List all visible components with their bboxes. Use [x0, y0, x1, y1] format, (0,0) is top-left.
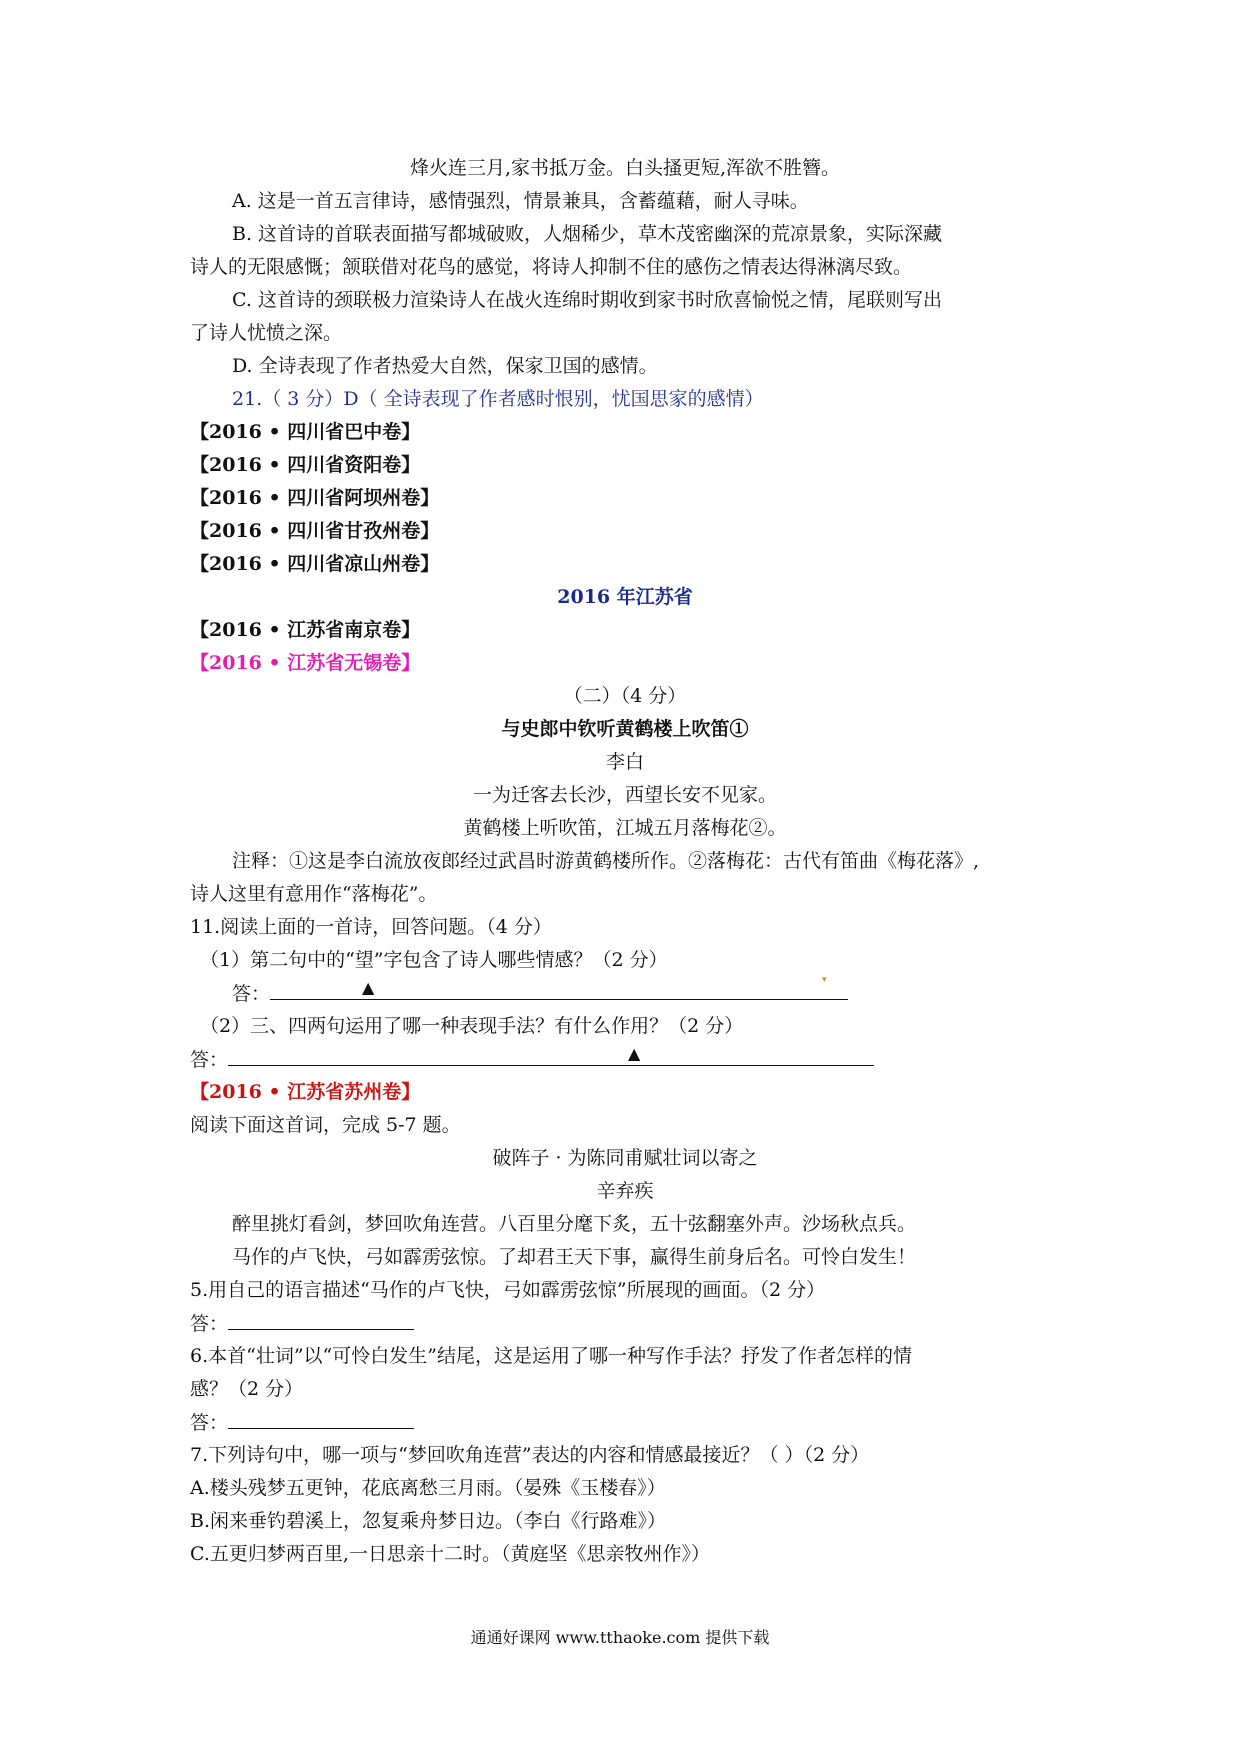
option-a: A. 这是一首五言律诗，感情强烈，情景兼具，含蓄蕴藉，耐人寻味。	[232, 190, 809, 212]
source-nanjing: 【2016 • 江苏省南京卷】	[190, 619, 421, 641]
source-ganzi: 【2016 • 四川省甘孜州卷】	[190, 520, 440, 542]
answer-blank-11-2[interactable]	[228, 1043, 874, 1066]
answer-label: 答：	[190, 1313, 229, 1335]
reading-instruction: 阅读下面这首词，完成 5-7 题。	[190, 1114, 461, 1136]
poem2-title: 与史郎中钦听黄鹤楼上吹笛①	[501, 718, 749, 740]
option-d: D. 全诗表现了作者热爱大自然，保家卫国的感情。	[232, 355, 658, 377]
answer-row-11-1	[190, 977, 1060, 1010]
question-7-option-b: B.闲来垂钓碧溪上，忽复乘舟梦日边。（李白《行路难》）	[190, 1510, 667, 1532]
answer-row-6	[190, 1406, 1060, 1439]
question-6-line2: 感？（2 分）	[190, 1378, 304, 1400]
poem3-line2: 马作的卢飞快，弓如霹雳弦惊。了却君王天下事，赢得生前身后名。可怜白发生！	[232, 1246, 917, 1268]
source-wuxi: 【2016 • 江苏省无锡卷】	[190, 652, 421, 674]
answer-label: 答：	[190, 1049, 229, 1071]
answer-blank-11-1[interactable]	[270, 977, 848, 1000]
answer-blank-5[interactable]	[228, 1307, 414, 1330]
poem2-line2: 黄鹤楼上听吹笛，江城五月落梅花②。	[463, 817, 787, 839]
triangle-marker: ▲	[362, 978, 375, 997]
section-heading-jiangsu: 2016 年江苏省	[557, 586, 693, 608]
document-body	[190, 152, 1060, 1571]
poem-line: 烽火连三月,家书抵万金。白头搔更短,浑欲不胜簪。	[409, 157, 841, 179]
source-bazhong: 【2016 • 四川省巴中卷】	[190, 421, 421, 443]
answer-label: 答：	[190, 1412, 229, 1434]
option-c-line2: 了诗人忧愤之深。	[190, 322, 343, 344]
triangle-marker: ▲	[628, 1044, 641, 1063]
answer-21: 21.（ 3 分）D（ 全诗表现了作者感时恨别，忧国思家的感情）	[232, 388, 764, 410]
question-7: 7.下列诗句中，哪一项与“梦回吹角连营”表达的内容和情感最接近？（ ）（2 分）	[190, 1444, 870, 1466]
question-6-line1: 6.本首“壮词”以“可怜白发生”结尾，这是运用了哪一种写作手法？抒发了作者怎样的情	[190, 1345, 912, 1367]
source-aba: 【2016 • 四川省阿坝州卷】	[190, 487, 440, 509]
question-7-option-c: C.五更归梦两百里,一日思亲十二时。（黄庭坚《思亲牧州作》）	[190, 1543, 710, 1565]
answer-blank-6[interactable]	[228, 1406, 414, 1429]
option-b-line2: 诗人的无限感慨；颔联借对花鸟的感觉，将诗人抑制不住的感伤之情表达得淋漓尽致。	[190, 256, 913, 278]
poem2-note-line1: 注释：①这是李白流放夜郎经过武昌时游黄鹤楼所作。②落梅花：古代有笛曲《梅花落》,	[232, 850, 980, 872]
question-7-option-a: A.楼头残梦五更钟，花底离愁三月雨。（晏殊《玉楼春》）	[190, 1477, 666, 1499]
part-two-label: （二）（4 分）	[563, 685, 687, 707]
option-b-line1: B. 这首诗的首联表面描写都城破败，人烟稀少，草木茂密幽深的荒凉景象，实际深藏	[232, 223, 943, 245]
poem2-author: 李白	[605, 751, 644, 773]
source-suzhou: 【2016 • 江苏省苏州卷】	[190, 1081, 421, 1103]
poem3-author: 辛弃疾	[596, 1180, 654, 1202]
poem2-note-line2: 诗人这里有意用作“落梅花”。	[190, 883, 438, 905]
answer-row-11-2	[190, 1043, 1060, 1076]
page-footer: 通通好课网 www.tthaoke.com 提供下载	[470, 1628, 770, 1647]
question-11-1: （1）第二句中的“望”字包含了诗人哪些情感？（2 分）	[200, 949, 668, 971]
question-5: 5.用自己的语言描述“马作的卢飞快，弓如霹雳弦惊”所展现的画面。（2 分）	[190, 1279, 826, 1301]
option-c-line1: C. 这首诗的颈联极力渲染诗人在战火连绵时期收到家书时欣喜愉悦之情，尾联则写出	[232, 289, 942, 311]
poem2-line1: 一为迁客去长沙，西望长安不见家。	[472, 784, 777, 806]
poem3-title: 破阵子 · 为陈同甫赋壮词以寄之	[492, 1147, 758, 1169]
question-11-2: （2）三、四两句运用了哪一种表现手法？有什么作用？（2 分）	[200, 1015, 744, 1037]
source-ziyang: 【2016 • 四川省资阳卷】	[190, 454, 421, 476]
stray-mark-icon: ▾	[822, 975, 827, 985]
answer-row-5	[190, 1307, 1060, 1340]
question-11: 11.阅读上面的一首诗，回答问题。（4 分）	[190, 916, 552, 938]
source-liangshan: 【2016 • 四川省凉山州卷】	[190, 553, 440, 575]
poem3-line1: 醉里挑灯看剑，梦回吹角连营。八百里分麾下炙，五十弦翻塞外声。沙场秋点兵。	[232, 1213, 917, 1235]
answer-label: 答：	[232, 983, 271, 1005]
